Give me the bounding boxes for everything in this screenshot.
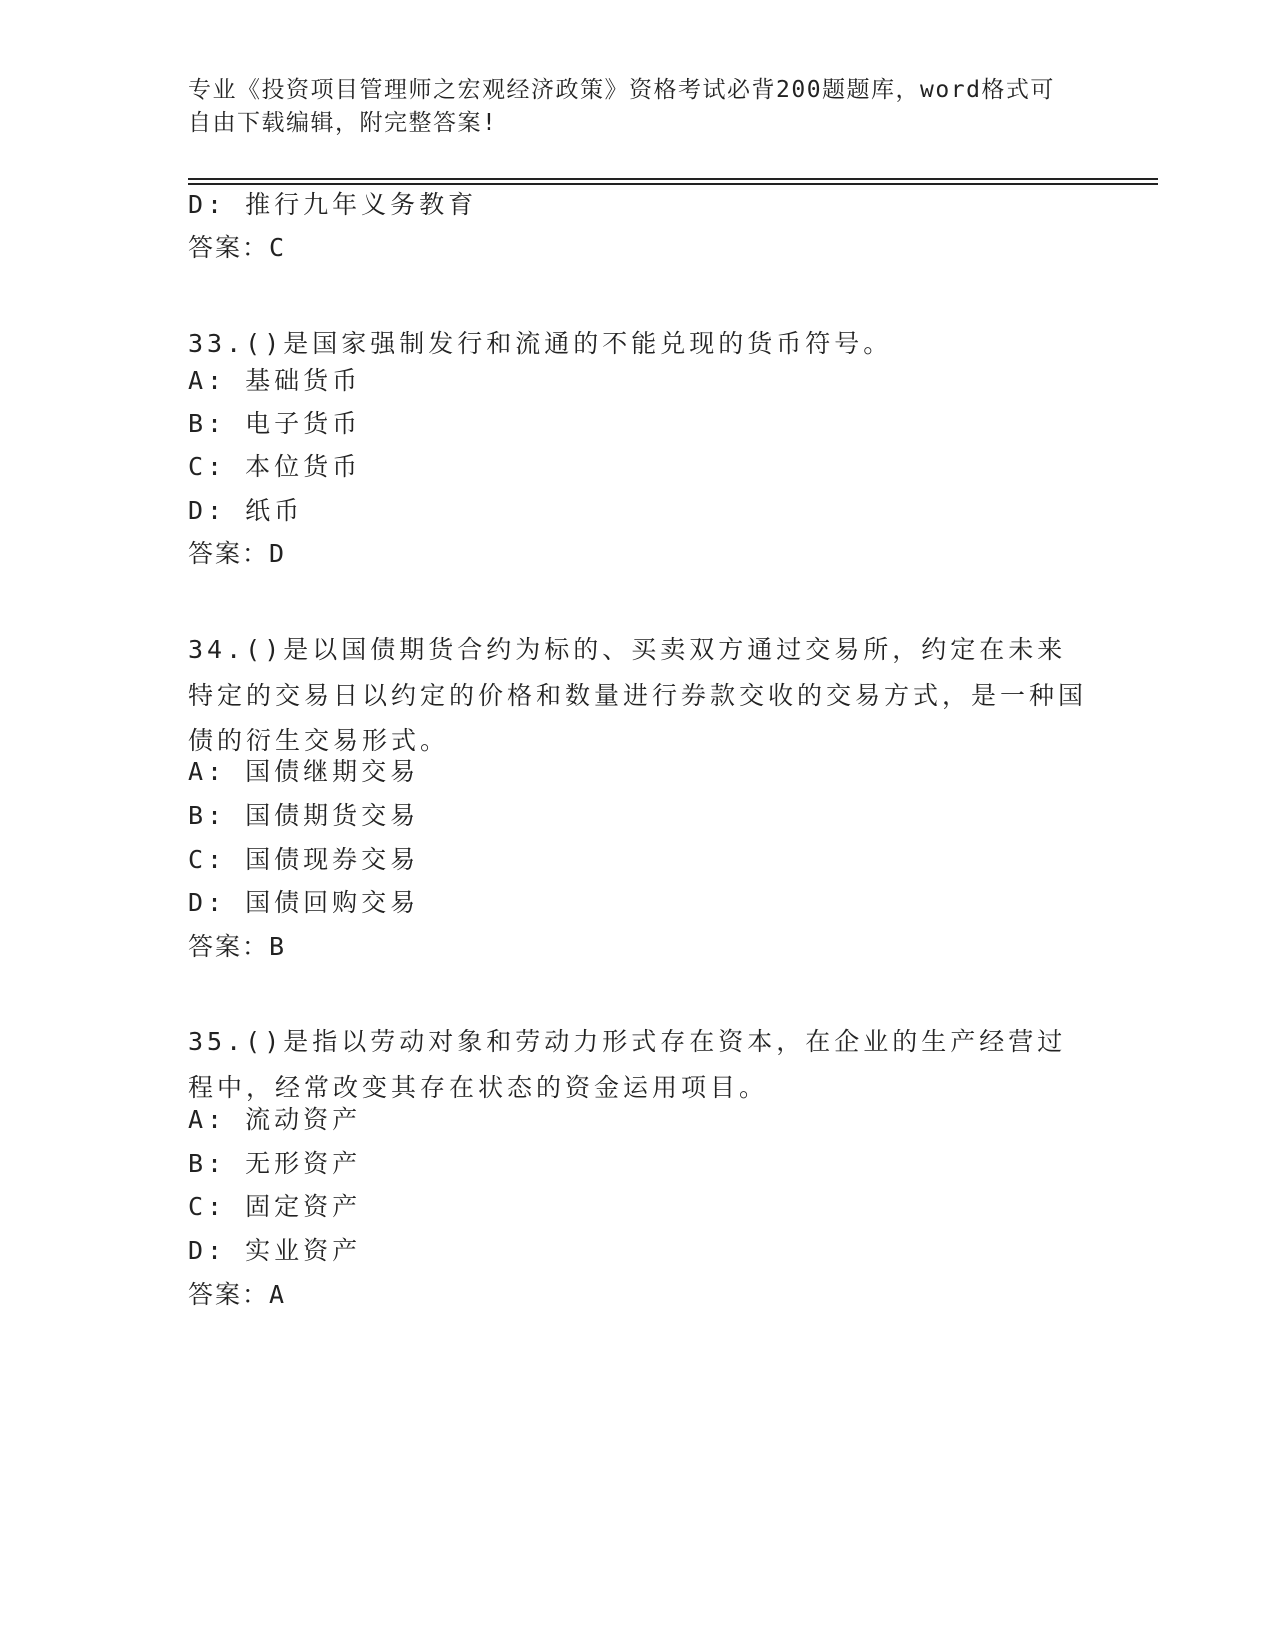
question-stem: 35.()是指以劳动对象和劳动力形式存在资本，在企业的生产经营过程中，经常改变其存在状态的资金运用项目。 [188, 1027, 1067, 1102]
answer-value: A [269, 1280, 287, 1309]
answer [188, 932, 286, 962]
option-d: D: 实业资产 [188, 1236, 362, 1265]
answer-value: B [269, 932, 287, 961]
answer [188, 539, 286, 569]
header-divider-bottom [188, 183, 1158, 185]
answer-value: C [269, 233, 287, 262]
option-b: B: 电子货币 [188, 409, 362, 438]
option-d: D: 推行九年义务教育 [188, 190, 478, 219]
answer-label: 答案： [188, 1280, 270, 1309]
option-d: D: 国债回购交易 [188, 888, 420, 917]
option-a: A: 国债继期交易 [188, 757, 420, 786]
header-title: 专业《投资项目管理师之宏观经济政策》资格考试必背200题题库，word格式可自由下载编辑，附完整答案! [188, 77, 1055, 136]
answer-label: 答案： [188, 539, 270, 568]
header-divider-top [188, 178, 1158, 180]
answer [188, 1280, 286, 1310]
option-a: A: 基础货币 [188, 366, 362, 395]
option-b: B: 无形资产 [188, 1149, 362, 1178]
answer-value: D [269, 539, 287, 568]
option-c: C: 本位货币 [188, 452, 362, 481]
answer-label: 答案： [188, 932, 270, 961]
option-c: C: 固定资产 [188, 1192, 362, 1221]
question-stem: 34.()是以国债期货合约为标的、买卖双方通过交易所，约定在未来特定的交易日以约定的价格和数量进行券款交收的交易方式，是一种国债的衍生交易形式。 [188, 635, 1088, 755]
option-b: B: 国债期货交易 [188, 801, 420, 830]
option-c: C: 国债现券交易 [188, 845, 420, 874]
option-d: D: 纸币 [188, 496, 304, 525]
answer [188, 233, 286, 263]
option-a: A: 流动资产 [188, 1105, 362, 1134]
answer-label: 答案： [188, 233, 270, 262]
question-stem: 33.()是国家强制发行和流通的不能兑现的货币符号。 [188, 329, 893, 358]
